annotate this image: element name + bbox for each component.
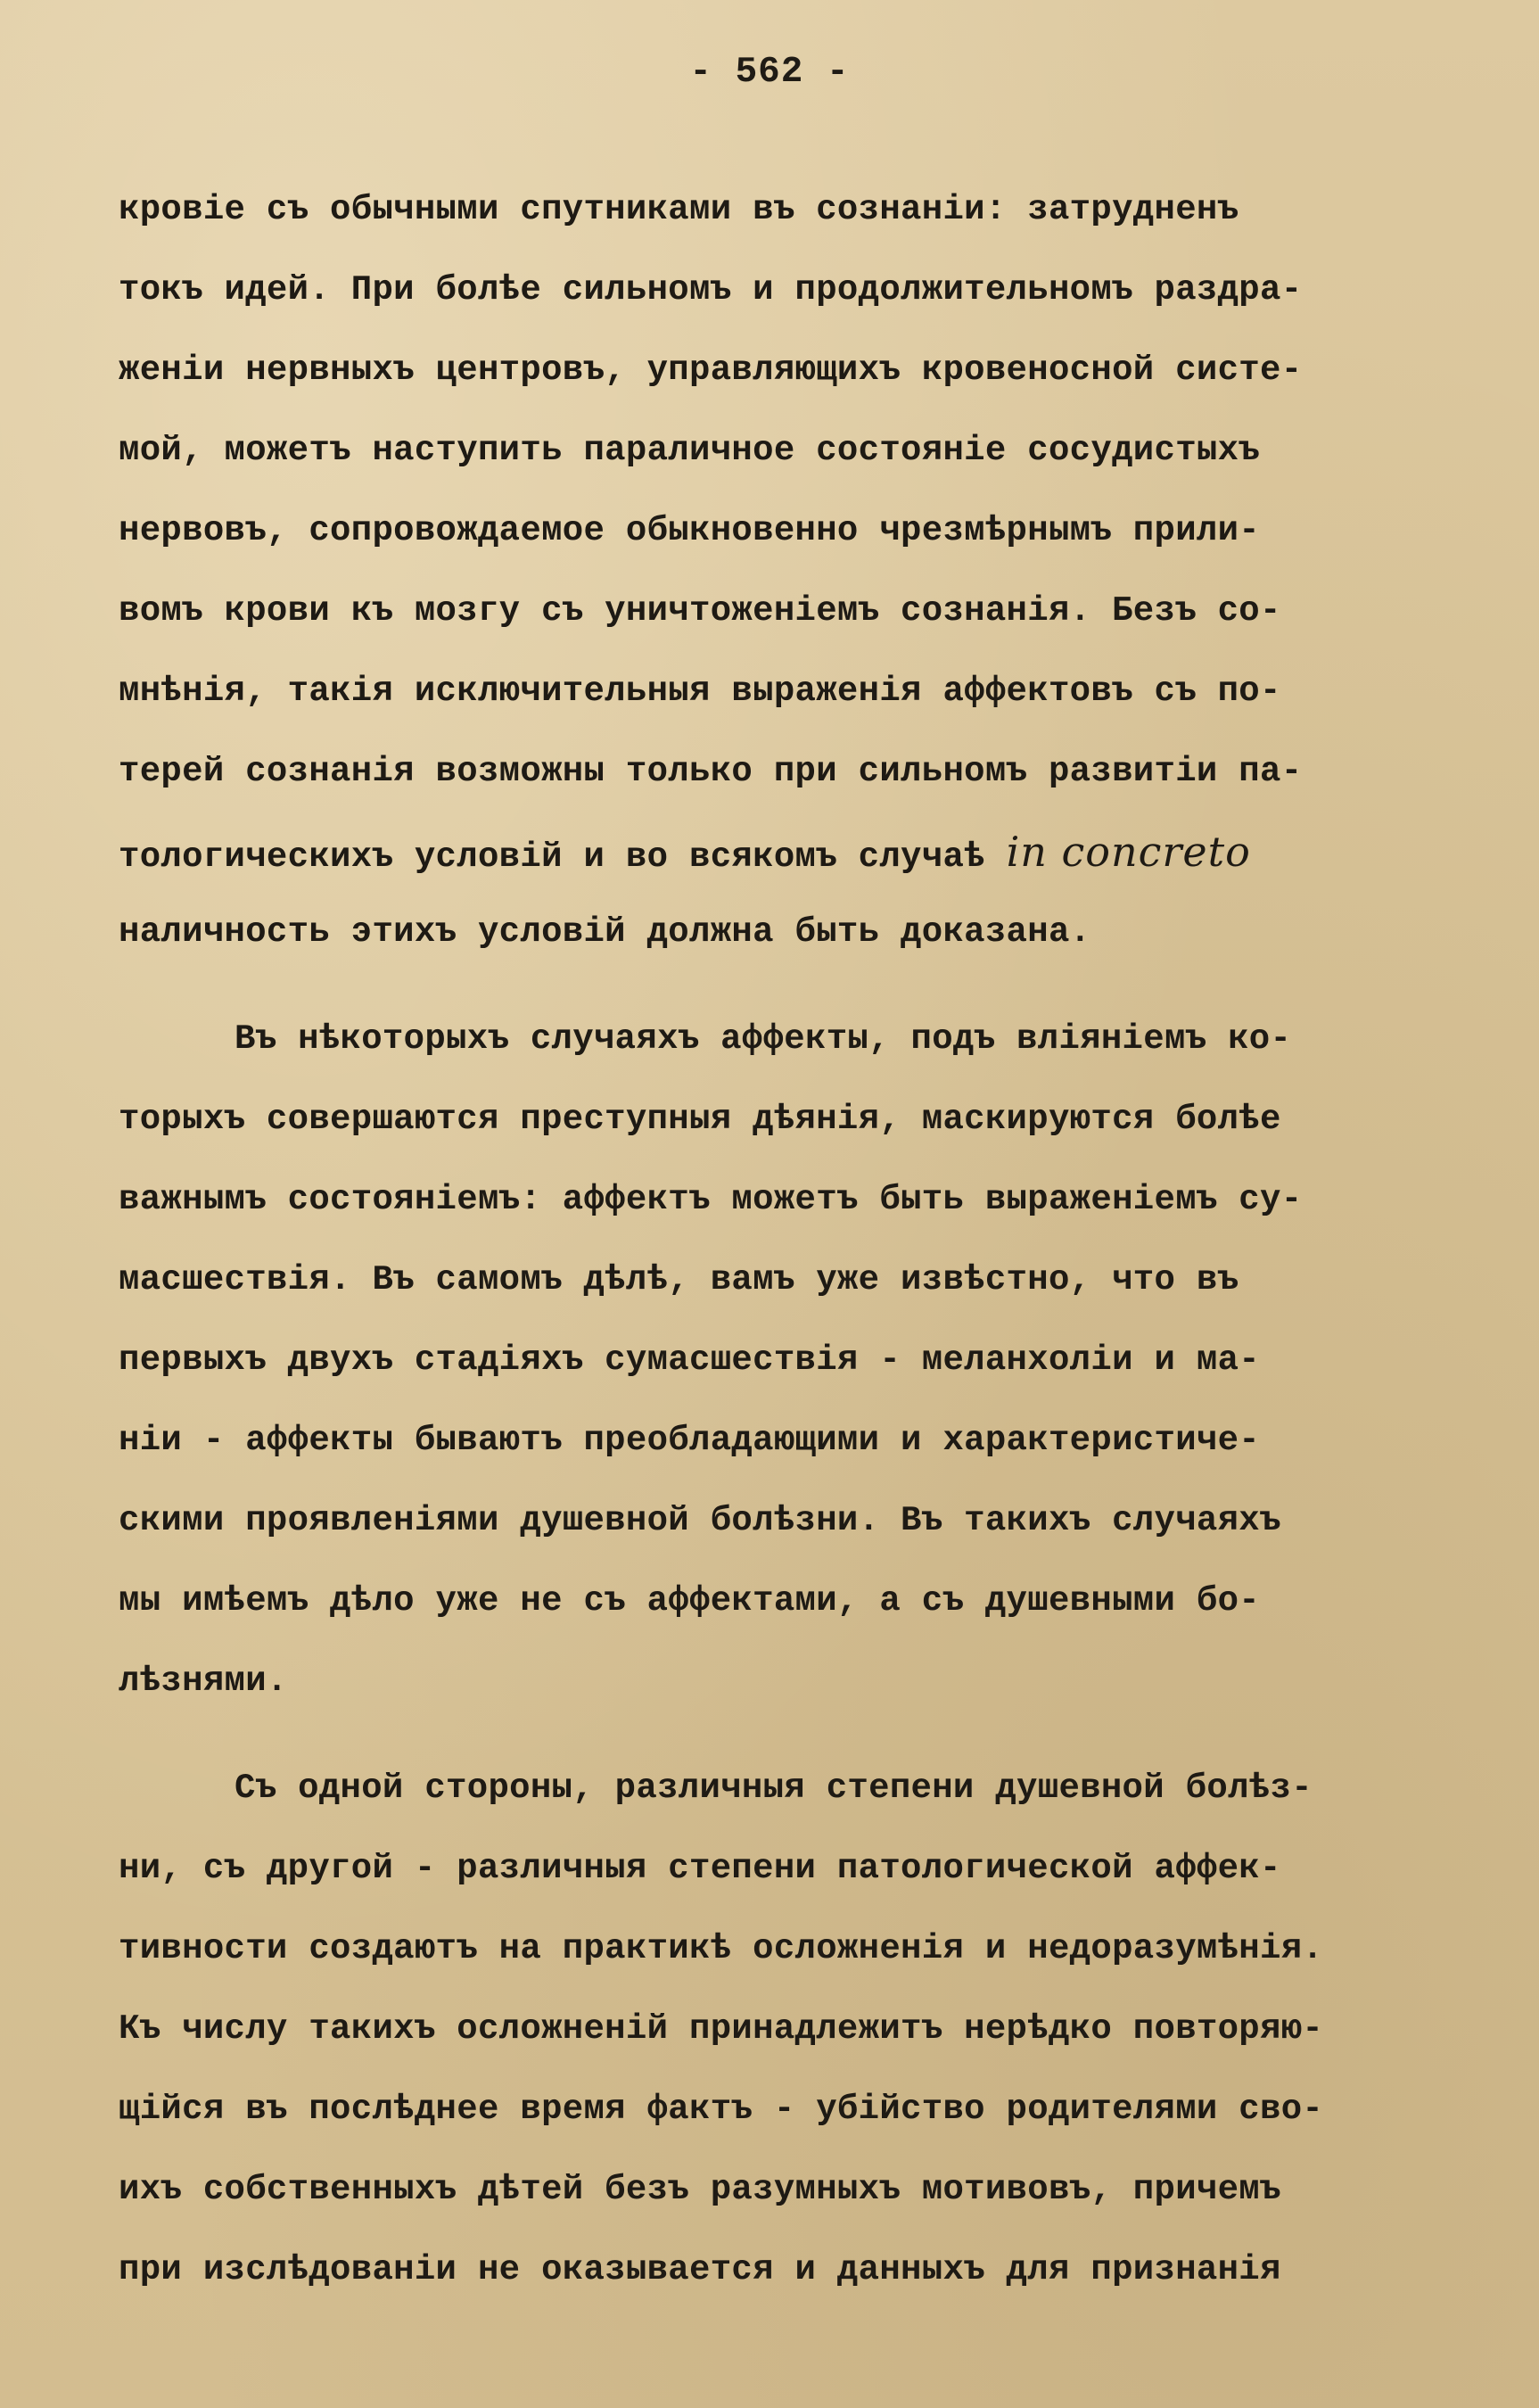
text-line: кровіе съ обычными спутниками въ сознаніи: затрудненъ: [119, 190, 1239, 229]
text-line: щійся въ послѣднее время фактъ - убійство родителями сво-: [119, 2090, 1324, 2129]
text-line: наличность этихъ условій должна быть доказана.: [119, 912, 1091, 952]
paragraph-gap: [119, 1721, 1483, 1748]
page-number: - 562 -: [689, 52, 850, 93]
paragraph-2: [119, 999, 1483, 1721]
text-line: токъ идей. При болѣе сильномъ и продолжительномъ раздра-: [119, 270, 1303, 309]
text-line: Въ нѣкоторыхъ случаяхъ аффекты, подъ вліяніемъ ко-: [235, 1019, 1292, 1059]
handwritten-insertion: in concreto: [1006, 828, 1251, 876]
text-line: ни, съ другой - различныя степени патологической аффек-: [119, 1849, 1281, 1888]
text-line: ніи - аффекты бываютъ преобладающими и характеристиче-: [119, 1421, 1261, 1460]
text-line: тивности создаютъ на практикѣ осложненія и недоразумѣнія.: [119, 1929, 1324, 1968]
text-line: лѣзнями.: [119, 1662, 288, 1701]
text-line: мы имѣемъ дѣло уже не съ аффектами, а съ душевными бо-: [119, 1581, 1261, 1620]
text-line: Съ одной стороны, различныя степени душевной болѣз-: [235, 1769, 1313, 1808]
text-line: скими проявленіями душевной болѣзни. Въ такихъ случаяхъ: [119, 1501, 1281, 1540]
paragraph-gap: [119, 972, 1483, 999]
text-line: важнымъ состояніемъ: аффектъ можетъ быть выраженіемъ су-: [119, 1180, 1303, 1219]
text-line: терей сознанія возможны только при сильномъ развитіи па-: [119, 752, 1303, 791]
text-line: при изслѣдованіи не оказывается и данныхъ для признанія: [119, 2250, 1281, 2289]
text-line: нервовъ, сопровождаемое обыкновенно чрезмѣрнымъ прили-: [119, 511, 1261, 550]
text-line: вомъ крови къ мозгу съ уничтоженіемъ сознанія. Безъ со-: [119, 591, 1281, 631]
text-line: мнѣнія, такія исключительныя выраженія аффектовъ съ по-: [119, 672, 1281, 711]
paragraph-1: [119, 169, 1483, 972]
text-line: [119, 812, 1483, 892]
text-line: мой, можетъ наступить параличное состояніе сосудистыхъ: [119, 431, 1261, 470]
text-line: первыхъ двухъ стадіяхъ сумасшествія - меланхоліи и ма-: [119, 1340, 1261, 1380]
text-line: ихъ собственныхъ дѣтей безъ разумныхъ мотивовъ, причемъ: [119, 2170, 1281, 2209]
text-line: торыхъ совершаются преступныя дѣянія, маскируются болѣе: [119, 1100, 1281, 1139]
text-line: масшествія. Въ самомъ дѣлѣ, вамъ уже извѣстно, что въ: [119, 1260, 1239, 1299]
text-line: женіи нервныхъ центровъ, управляющихъ кровеносной систе-: [119, 350, 1303, 390]
typed-text: тологическихъ условій и во всякомъ случаѣ: [119, 837, 985, 877]
paragraph-3: [119, 1748, 1483, 2310]
document-body: [119, 169, 1483, 2310]
text-line: Къ числу такихъ осложненій принадлежитъ нерѣдко повторяю-: [119, 2009, 1324, 2049]
